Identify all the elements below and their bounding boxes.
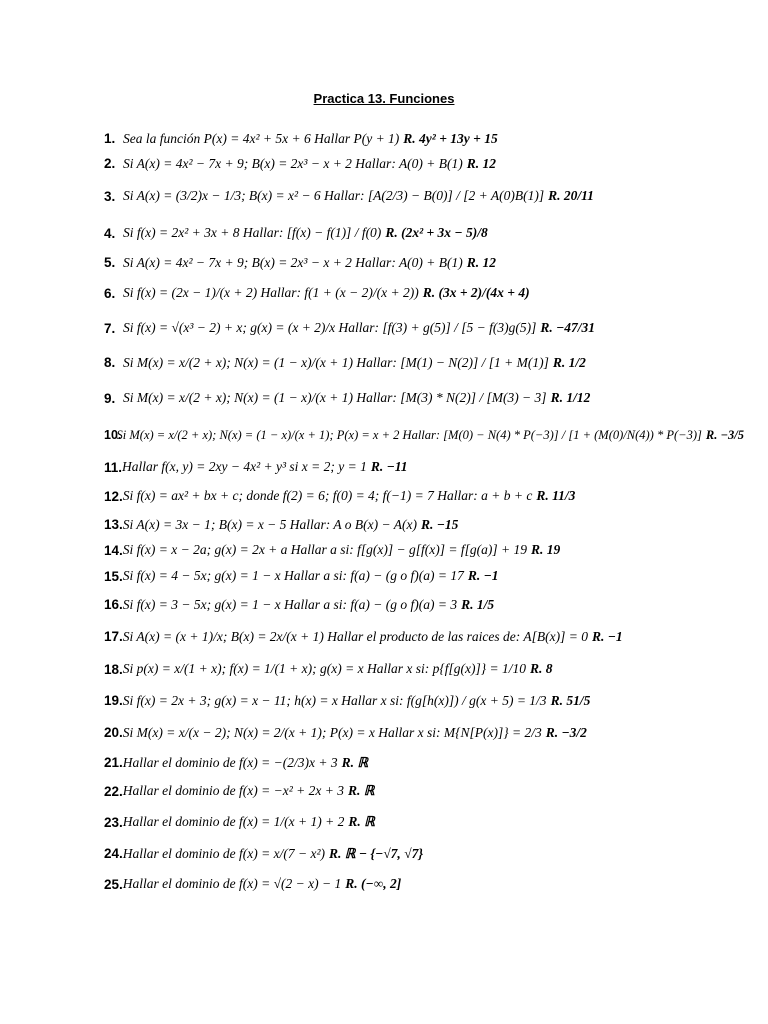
problem-answer: R. 20/11 xyxy=(548,188,594,203)
problem-statement: Si A(x) = (3/2)x − 1/3; B(x) = x² − 6 Hallar: [A(2/3) − B(0)] / [2 + A(0)B(1)] xyxy=(123,188,545,203)
problem-statement: Hallar el dominio de f(x) = −(2/3)x + 3 xyxy=(122,754,338,770)
problem-statement: Hallar f(x, y) = 2xy − 4x² + y³ si x = 2; y = 1 xyxy=(122,459,367,474)
problem-answer: R. ℝ xyxy=(347,783,375,798)
problem-item xyxy=(104,589,744,620)
page-title: Practica 13. Funciones xyxy=(313,91,455,106)
problem-statement: Si f(x) = 2x + 3; g(x) = x − 11; h(x) = x Hallar x si: f(g[h(x)]) / g(x + 5) = 1/3 xyxy=(122,692,547,708)
problem-statement: Si M(x) = x/(x − 2); N(x) = 2/(x + 1); P(x) = x Hallar x si: M{N[P(x)]} = 2/3 xyxy=(122,724,542,740)
problem-item xyxy=(104,620,744,653)
problem-answer: R. −15 xyxy=(421,516,459,532)
problem-number: 12. xyxy=(104,488,123,504)
problem-item xyxy=(104,869,744,899)
problem-item xyxy=(104,250,744,275)
problem-item xyxy=(104,749,744,776)
problem-answer: R. 12 xyxy=(466,254,497,270)
problem-statement: Si f(x) = x − 2a; g(x) = 2x + a Hallar a si: f[g(x)] − g[f(x)] = f[g(a)] + 19 xyxy=(122,542,527,557)
problem-statement: Sea la función P(x) = 4x² + 5x + 6 Hallar P(y + 1) xyxy=(123,130,400,146)
problem-number: 21. xyxy=(104,755,123,770)
problem-number: 18. xyxy=(104,661,123,677)
problem-answer: R. (2x² + 3x − 5)/8 xyxy=(385,225,488,240)
problem-statement: Si M(x) = x/(2 + x); N(x) = (1 − x)/(x + 1); P(x) = x + 2 Hallar: [M(0) − N(4) * P(−3)] / [1 + (M(0)/N(4)) * P(−3)] xyxy=(116,427,702,442)
problem-answer: R. 1/12 xyxy=(550,390,591,405)
problem-statement: Si M(x) = x/(2 + x); N(x) = (1 − x)/(x + 1) Hallar: [M(3) * N(2)] / [M(3) − 3] xyxy=(123,390,547,405)
problem-statement: Si f(x) = 2x² + 3x + 8 Hallar: [f(x) − f(1)] / f(0) xyxy=(123,225,382,240)
problem-number: 1. xyxy=(104,131,116,146)
problem-answer: R. (−∞, 2] xyxy=(345,876,402,891)
problem-item xyxy=(104,480,744,512)
problem-answer: R. −47/31 xyxy=(540,320,596,335)
problem-answer: R. 51/5 xyxy=(550,692,591,708)
problem-statement: Si p(x) = x/(1 + x); f(x) = 1/(1 + x); g(x) = x Hallar x si: p{f[g(x)]} = 1/10 xyxy=(122,661,526,676)
problem-statement: Hallar el dominio de f(x) = √(2 − x) − 1 xyxy=(122,876,342,891)
problem-number: 20. xyxy=(104,725,123,740)
problem-statement: Si A(x) = 3x − 1; B(x) = x − 5 Hallar: A o B(x) − A(x) xyxy=(122,516,417,532)
problem-number: 14. xyxy=(104,542,123,558)
problem-answer: R. 19 xyxy=(530,542,561,557)
problem-item xyxy=(104,685,744,716)
problem-item xyxy=(104,380,744,416)
problem-number: 3. xyxy=(104,188,116,204)
problem-statement: Si M(x) = x/(2 + x); N(x) = (1 − x)/(x + 1) Hallar: [M(1) − N(2)] / [1 + M(1)] xyxy=(123,354,549,370)
problem-number: 9. xyxy=(104,390,116,406)
problem-answer: R. 1/5 xyxy=(461,596,495,612)
problem-answer: R. −3/2 xyxy=(545,724,587,740)
problem-statement: Si A(x) = (x + 1)/x; B(x) = 2x/(x + 1) Hallar el producto de las raices de: A[B(x)] = 0 xyxy=(122,628,588,644)
problem-answer: R. (3x + 2)/(4x + 4) xyxy=(422,285,530,300)
problem-number: 5. xyxy=(104,255,116,270)
problem-statement: Si f(x) = (2x − 1)/(x + 2) Hallar: f(1 + (x − 2)/(x + 2)) xyxy=(123,285,419,300)
problem-number: 11. xyxy=(104,459,123,475)
problem-answer: R. −3/5 xyxy=(705,427,744,442)
problem-item xyxy=(104,806,744,838)
problem-number: 6. xyxy=(104,285,116,301)
problem-statement: Si f(x) = √(x³ − 2) + x; g(x) = (x + 2)/x Hallar: [f(3) + g(5)] / [5 − f(3)g(5)] xyxy=(123,320,537,335)
problem-answer: R. 11/3 xyxy=(536,488,576,503)
problem-item xyxy=(104,126,744,151)
problem-number: 8. xyxy=(104,355,116,370)
problem-number: 22. xyxy=(104,783,123,799)
problem-item xyxy=(104,216,744,250)
problem-number: 25. xyxy=(104,876,123,892)
problem-item xyxy=(104,563,744,589)
problem-number: 17. xyxy=(104,629,123,644)
problem-number: 24. xyxy=(104,846,123,861)
problem-item xyxy=(104,311,744,345)
problem-statement: Hallar el dominio de f(x) = x/(7 − x²) xyxy=(122,845,325,861)
problem-statement: Si f(x) = ax² + bx + c; donde f(2) = 6; f(0) = 4; f(−1) = 7 Hallar: a + b + c xyxy=(122,488,533,503)
problem-item xyxy=(104,151,744,176)
problem-statement: Hallar el dominio de f(x) = −x² + 2x + 3 xyxy=(122,783,344,798)
problem-number: 15. xyxy=(104,568,123,584)
problem-statement: Si f(x) = 3 − 5x; g(x) = 1 − x Hallar a si: f(a) − (g o f)(a) = 3 xyxy=(122,596,458,612)
problem-number: 2. xyxy=(104,156,116,171)
problem-item xyxy=(104,716,744,749)
problem-item xyxy=(104,345,744,380)
problem-number: 13. xyxy=(104,517,123,532)
problem-list xyxy=(104,126,744,899)
problem-statement: Si A(x) = 4x² − 7x + 9; B(x) = 2x³ − x + 2 Hallar: A(0) + B(1) xyxy=(123,254,463,270)
problem-number: 10. xyxy=(104,428,122,442)
problem-answer: R. ℝ xyxy=(341,754,369,770)
problem-answer: R. 4y² + 13y + 15 xyxy=(403,130,498,146)
problem-answer: R. 1/2 xyxy=(552,354,586,370)
problem-answer: R. −1 xyxy=(467,568,499,583)
problem-item xyxy=(104,416,744,454)
problem-answer: R. −1 xyxy=(591,628,623,644)
problem-item xyxy=(104,275,744,311)
problem-item xyxy=(104,838,744,869)
problem-answer: R. 8 xyxy=(530,661,553,676)
problem-item xyxy=(104,776,744,806)
problem-answer: R. 12 xyxy=(466,155,497,171)
problem-item xyxy=(104,176,744,216)
problem-answer: R. ℝ xyxy=(348,814,375,829)
problem-number: 16. xyxy=(104,597,123,612)
problem-number: 7. xyxy=(104,320,116,336)
problem-item xyxy=(104,537,744,563)
problem-statement: Hallar el dominio de f(x) = 1/(x + 1) + 2 xyxy=(122,814,345,829)
problem-answer: R. ℝ − {−√7, √7} xyxy=(329,845,424,861)
problem-answer: R. −11 xyxy=(370,459,408,474)
problem-number: 23. xyxy=(104,814,123,830)
problem-statement: Si f(x) = 4 − 5x; g(x) = 1 − x Hallar a si: f(a) − (g o f)(a) = 17 xyxy=(122,568,464,583)
problem-item xyxy=(104,512,744,537)
problem-number: 19. xyxy=(104,693,123,708)
problem-statement: Si A(x) = 4x² − 7x + 9; B(x) = 2x³ − x + 2 Hallar: A(0) + B(1) xyxy=(123,155,463,171)
problem-number: 4. xyxy=(104,225,116,241)
problem-item xyxy=(104,653,744,685)
problem-item xyxy=(104,454,744,480)
